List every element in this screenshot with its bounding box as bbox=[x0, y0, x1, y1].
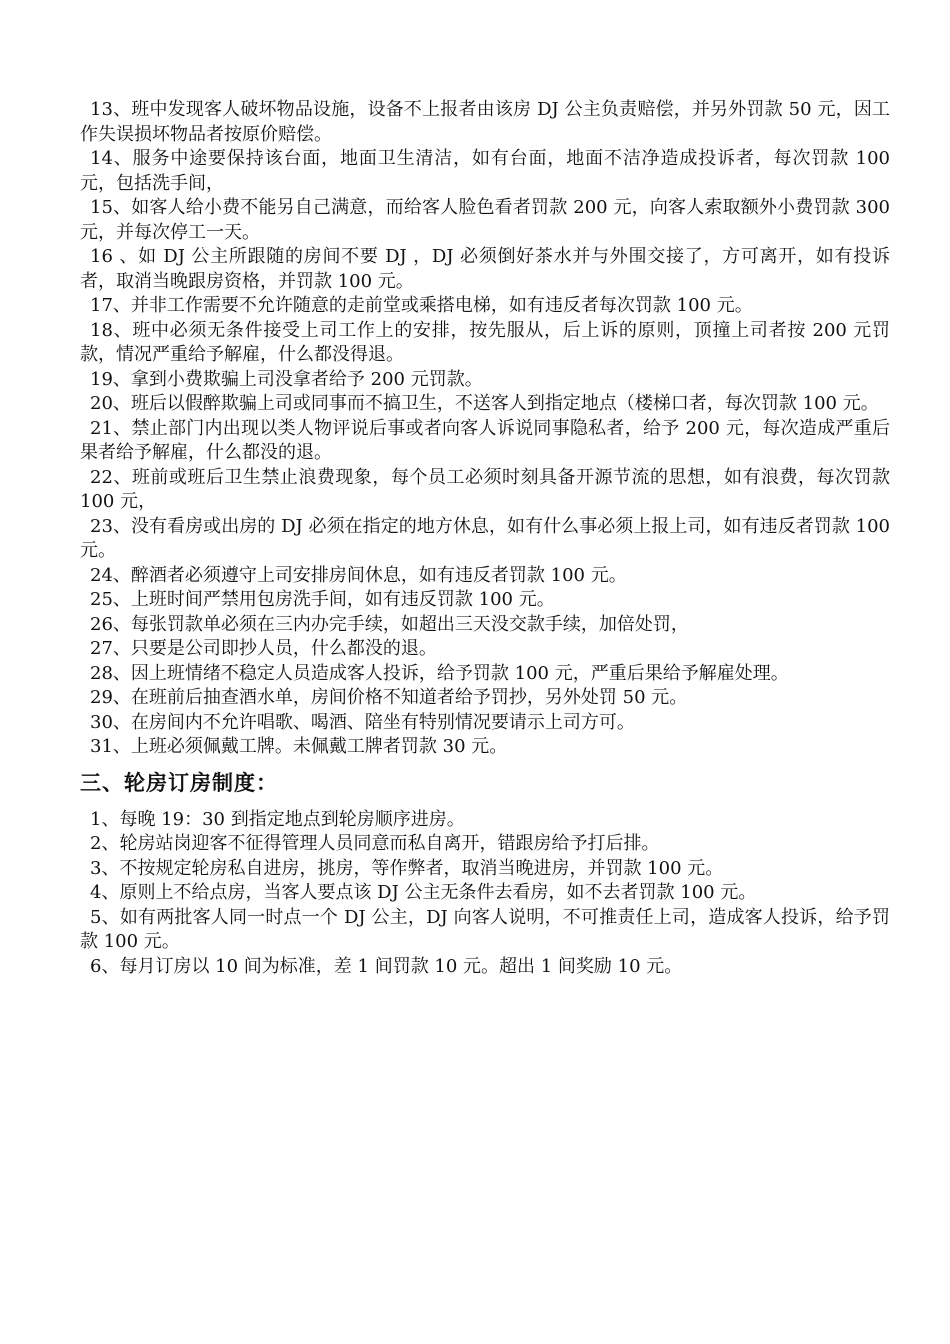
section-3-item-6: 6、每月订房以 10 间为标准，差 1 间罚款 10 元。超出 1 间奖励 10 元。 bbox=[90, 955, 683, 977]
rule-19: 19、拿到小费欺骗上司没拿者给予 200 元罚款。 bbox=[90, 368, 483, 390]
rule-17: 17、并非工作需要不允许随意的走前堂或乘搭电梯，如有违反者每次罚款 100 元。 bbox=[90, 295, 753, 316]
rule-24: 24、醉酒者必须遵守上司安排房间休息，如有违反者罚款 100 元。 bbox=[90, 564, 627, 586]
rule-31: 31、上班必须佩戴工牌。未佩戴工牌者罚款 30 元。 bbox=[90, 736, 508, 757]
rule-25: 25、上班时间严禁用包房洗手间，如有违反罚款 100 元。 bbox=[90, 589, 555, 610]
rule-30: 30、在房间内不允许唱歌、喝酒、陪坐有特别情况要请示上司方可。 bbox=[90, 711, 635, 733]
rule-28: 28、因上班情绪不稳定人员造成客人投诉，给予罚款 100 元，严重后果给予解雇处理。 bbox=[90, 662, 789, 684]
section-3-item-5: 5、如有两批客人同一时点一个 DJ 公主，DJ 向客人说明，不可推责任上司，造成客人投诉，给予罚款 100 元。 bbox=[80, 906, 890, 952]
rule-21: 21、禁止部门内出现以类人物评说后事或者向客人诉说同事隐私者，给予 200 元，每次造成严重后果者给予解雇，什么都没的退。 bbox=[80, 417, 890, 463]
rule-23: 23、没有看房或出房的 DJ 必须在指定的地方休息，如有什么事必须上报上司，如有违反者罚款 100 元。 bbox=[80, 515, 890, 561]
section-3-item-4: 4、原则上不给点房，当客人要点该 DJ 公主无条件去看房，如不去者罚款 100 元。 bbox=[90, 882, 757, 903]
section-3-item-3: 3、不按规定轮房私自进房，挑房，等作弊者，取消当晚进房，并罚款 100 元。 bbox=[90, 857, 724, 879]
rule-13: 13、班中发现客人破坏物品设施，设备不上报者由该房 DJ 公主负责赔偿，并另外罚款 50 元，因工作失误损坏物品者按原价赔偿。 bbox=[80, 99, 890, 145]
rule-29: 29、在班前后抽查酒水单，房间价格不知道者给予罚抄，另外处罚 50 元。 bbox=[90, 687, 688, 708]
rule-27: 27、只要是公司即抄人员，什么都没的退。 bbox=[90, 638, 437, 659]
section-3-item-1: 1、每晚 19：30 到指定地点到轮房顺序进房。 bbox=[90, 808, 465, 830]
section-3-item-2: 2、轮房站岗迎客不征得管理人员同意而私自离开，错跟房给予打后排。 bbox=[90, 833, 660, 854]
rule-18: 18、班中必须无条件接受上司工作上的安排，按先服从，后上诉的原则，顶撞上司者按 200 元罚款，情况严重给予解雇，什么都没得退。 bbox=[80, 319, 890, 365]
document-page bbox=[80, 98, 890, 979]
rule-15: 15、如客人给小费不能另自己满意，而给客人脸色看者罚款 200 元，向客人索取额外小费罚款 300 元，并每次停工一天。 bbox=[80, 197, 890, 243]
rule-22: 22、班前或班后卫生禁止浪费现象，每个员工必须时刻具备开源节流的思想，如有浪费，每次罚款 100 元， bbox=[80, 466, 890, 512]
rule-14: 14、服务中途要保持该台面，地面卫生清洁，如有台面，地面不洁净造成投诉者，每次罚款 100 元，包括洗手间， bbox=[80, 148, 890, 194]
rule-16: 16 、如 DJ 公主所跟随的房间不要 DJ ，DJ 必须倒好茶水并与外围交接了，方可离开，如有投诉者，取消当晚跟房资格，并罚款 100 元。 bbox=[80, 246, 890, 292]
rule-26: 26、每张罚款单必须在三内办完手续，如超出三天没交款手续，加倍处罚， bbox=[90, 613, 689, 635]
section-3-heading: 三、轮房订房制度： bbox=[80, 769, 278, 795]
rule-20: 20、班后以假醉欺骗上司或同事而不搞卫生，不送客人到指定地点（楼梯口者，每次罚款 100 元。 bbox=[90, 393, 879, 414]
